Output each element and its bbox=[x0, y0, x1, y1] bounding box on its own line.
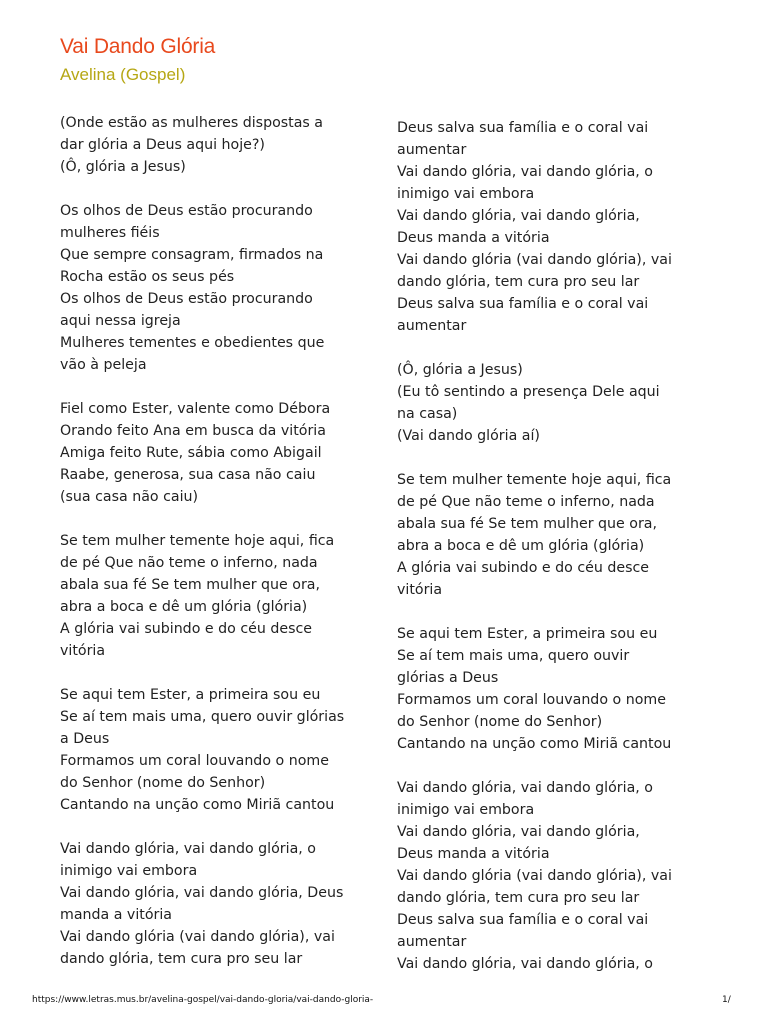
lyric-line: inimigo vai embora bbox=[397, 802, 535, 818]
footer-page-number: 1/ bbox=[722, 995, 731, 1005]
lyric-line: vão à peleja bbox=[60, 357, 147, 373]
lyric-line: Mulheres tementes e obedientes que bbox=[60, 335, 325, 351]
lyric-stanza bbox=[397, 623, 717, 755]
lyric-line: a Deus bbox=[60, 731, 110, 747]
lyric-stanza bbox=[397, 469, 717, 601]
lyric-line: na casa) bbox=[397, 406, 458, 422]
lyric-line: mulheres fiéis bbox=[60, 225, 160, 241]
lyric-line: Vai dando glória, vai dando glória, bbox=[397, 824, 640, 840]
lyric-line: Deus salva sua família e o coral vai bbox=[397, 120, 649, 136]
lyric-line: vitória bbox=[397, 582, 443, 598]
lyric-line: Cantando na unção como Miriã cantou bbox=[397, 736, 672, 752]
lyrics-left-column bbox=[60, 112, 380, 992]
lyric-stanza bbox=[397, 777, 717, 975]
lyric-line: inimigo vai embora bbox=[397, 186, 535, 202]
lyric-line: dando glória, tem cura pro seu lar bbox=[60, 951, 303, 967]
lyric-line: Orando feito Ana em busca da vitória bbox=[60, 423, 326, 439]
lyric-line: Se aqui tem Ester, a primeira sou eu bbox=[60, 687, 321, 703]
lyric-stanza bbox=[60, 112, 380, 178]
lyric-stanza bbox=[397, 359, 717, 447]
lyric-line: Vai dando glória, vai dando glória, o bbox=[60, 841, 316, 857]
lyric-line: aumentar bbox=[397, 934, 467, 950]
lyric-line: Os olhos de Deus estão procurando bbox=[60, 203, 313, 219]
lyric-line: (Eu tô sentindo a presença Dele aqui bbox=[397, 384, 660, 400]
lyric-line: glórias a Deus bbox=[397, 670, 499, 686]
lyric-line: abra a boca e dê um glória (glória) bbox=[60, 599, 308, 615]
lyric-line: Deus salva sua família e o coral vai bbox=[397, 296, 649, 312]
lyric-line: Deus salva sua família e o coral vai bbox=[397, 912, 649, 928]
lyric-line: aumentar bbox=[397, 142, 467, 158]
lyric-line: A glória vai subindo e do céu desce bbox=[397, 560, 650, 576]
lyric-line: Raabe, generosa, sua casa não caiu bbox=[60, 467, 316, 483]
lyric-line: abala sua fé Se tem mulher que ora, bbox=[397, 516, 657, 532]
lyric-line: manda a vitória bbox=[60, 907, 172, 923]
lyric-stanza bbox=[60, 838, 380, 970]
lyric-line: Formamos um coral louvando o nome bbox=[60, 753, 329, 769]
lyric-line: Se tem mulher temente hoje aqui, fica bbox=[60, 533, 335, 549]
lyric-line: Deus manda a vitória bbox=[397, 846, 550, 862]
lyric-line: Amiga feito Rute, sábia como Abigail bbox=[60, 445, 322, 461]
lyric-stanza bbox=[60, 200, 380, 376]
lyric-stanza bbox=[60, 684, 380, 816]
lyric-line: Vai dando glória, vai dando glória, o bbox=[397, 780, 653, 796]
lyric-line: abra a boca e dê um glória (glória) bbox=[397, 538, 645, 554]
lyric-line: Fiel como Ester, valente como Débora bbox=[60, 401, 331, 417]
lyric-line: Vai dando glória (vai dando glória), vai bbox=[397, 868, 672, 884]
lyric-line: Rocha estão os seus pés bbox=[60, 269, 235, 285]
footer-source-url[interactable]: https://www.letras.mus.br/avelina-gospel/vai-dando-gloria/vai-dando-gloria- bbox=[32, 995, 374, 1005]
song-title: Vai Dando Glória bbox=[60, 35, 216, 58]
lyric-line: Vai dando glória, vai dando glória, o bbox=[397, 164, 653, 180]
song-artist: Avelina (Gospel) bbox=[60, 65, 186, 84]
lyric-line: A glória vai subindo e do céu desce bbox=[60, 621, 313, 637]
lyric-line: (Ô, glória a Jesus) bbox=[60, 159, 186, 175]
lyric-line: (Vai dando glória aí) bbox=[397, 428, 540, 444]
lyric-line: Deus manda a vitória bbox=[397, 230, 550, 246]
lyric-line: do Senhor (nome do Senhor) bbox=[60, 775, 266, 791]
lyric-line: inimigo vai embora bbox=[60, 863, 198, 879]
lyric-line: aqui nessa igreja bbox=[60, 313, 181, 329]
lyric-line: Vai dando glória (vai dando glória), vai bbox=[397, 252, 672, 268]
lyric-line: Formamos um coral louvando o nome bbox=[397, 692, 666, 708]
lyric-line: Os olhos de Deus estão procurando bbox=[60, 291, 313, 307]
lyric-line: dando glória, tem cura pro seu lar bbox=[397, 274, 640, 290]
lyric-stanza bbox=[60, 530, 380, 662]
lyric-line: aumentar bbox=[397, 318, 467, 334]
lyric-line: Vai dando glória, vai dando glória, o bbox=[397, 956, 653, 972]
lyric-line: abala sua fé Se tem mulher que ora, bbox=[60, 577, 320, 593]
lyric-line: Se aí tem mais uma, quero ouvir bbox=[397, 648, 630, 664]
lyric-line: Que sempre consagram, firmados na bbox=[60, 247, 324, 263]
lyric-stanza bbox=[397, 117, 717, 337]
lyric-line: Se tem mulher temente hoje aqui, fica bbox=[397, 472, 672, 488]
lyrics-right-column bbox=[397, 117, 717, 997]
lyric-line: do Senhor (nome do Senhor) bbox=[397, 714, 603, 730]
lyric-line: dando glória, tem cura pro seu lar bbox=[397, 890, 640, 906]
lyric-line: (Onde estão as mulheres dispostas a bbox=[60, 115, 323, 131]
lyric-line: (sua casa não caiu) bbox=[60, 489, 199, 505]
lyric-line: vitória bbox=[60, 643, 106, 659]
lyric-line: Se aqui tem Ester, a primeira sou eu bbox=[397, 626, 658, 642]
lyric-line: dar glória a Deus aqui hoje?) bbox=[60, 137, 265, 153]
lyric-line: de pé Que não teme o inferno, nada bbox=[60, 555, 318, 571]
lyric-line: Vai dando glória (vai dando glória), vai bbox=[60, 929, 335, 945]
lyric-line: Vai dando glória, vai dando glória, Deus bbox=[60, 885, 344, 901]
lyric-line: Vai dando glória, vai dando glória, bbox=[397, 208, 640, 224]
lyric-stanza bbox=[60, 398, 380, 508]
lyric-line: Se aí tem mais uma, quero ouvir glórias bbox=[60, 709, 345, 725]
lyric-line: de pé Que não teme o inferno, nada bbox=[397, 494, 655, 510]
lyric-line: (Ô, glória a Jesus) bbox=[397, 362, 523, 378]
lyric-line: Cantando na unção como Miriã cantou bbox=[60, 797, 335, 813]
